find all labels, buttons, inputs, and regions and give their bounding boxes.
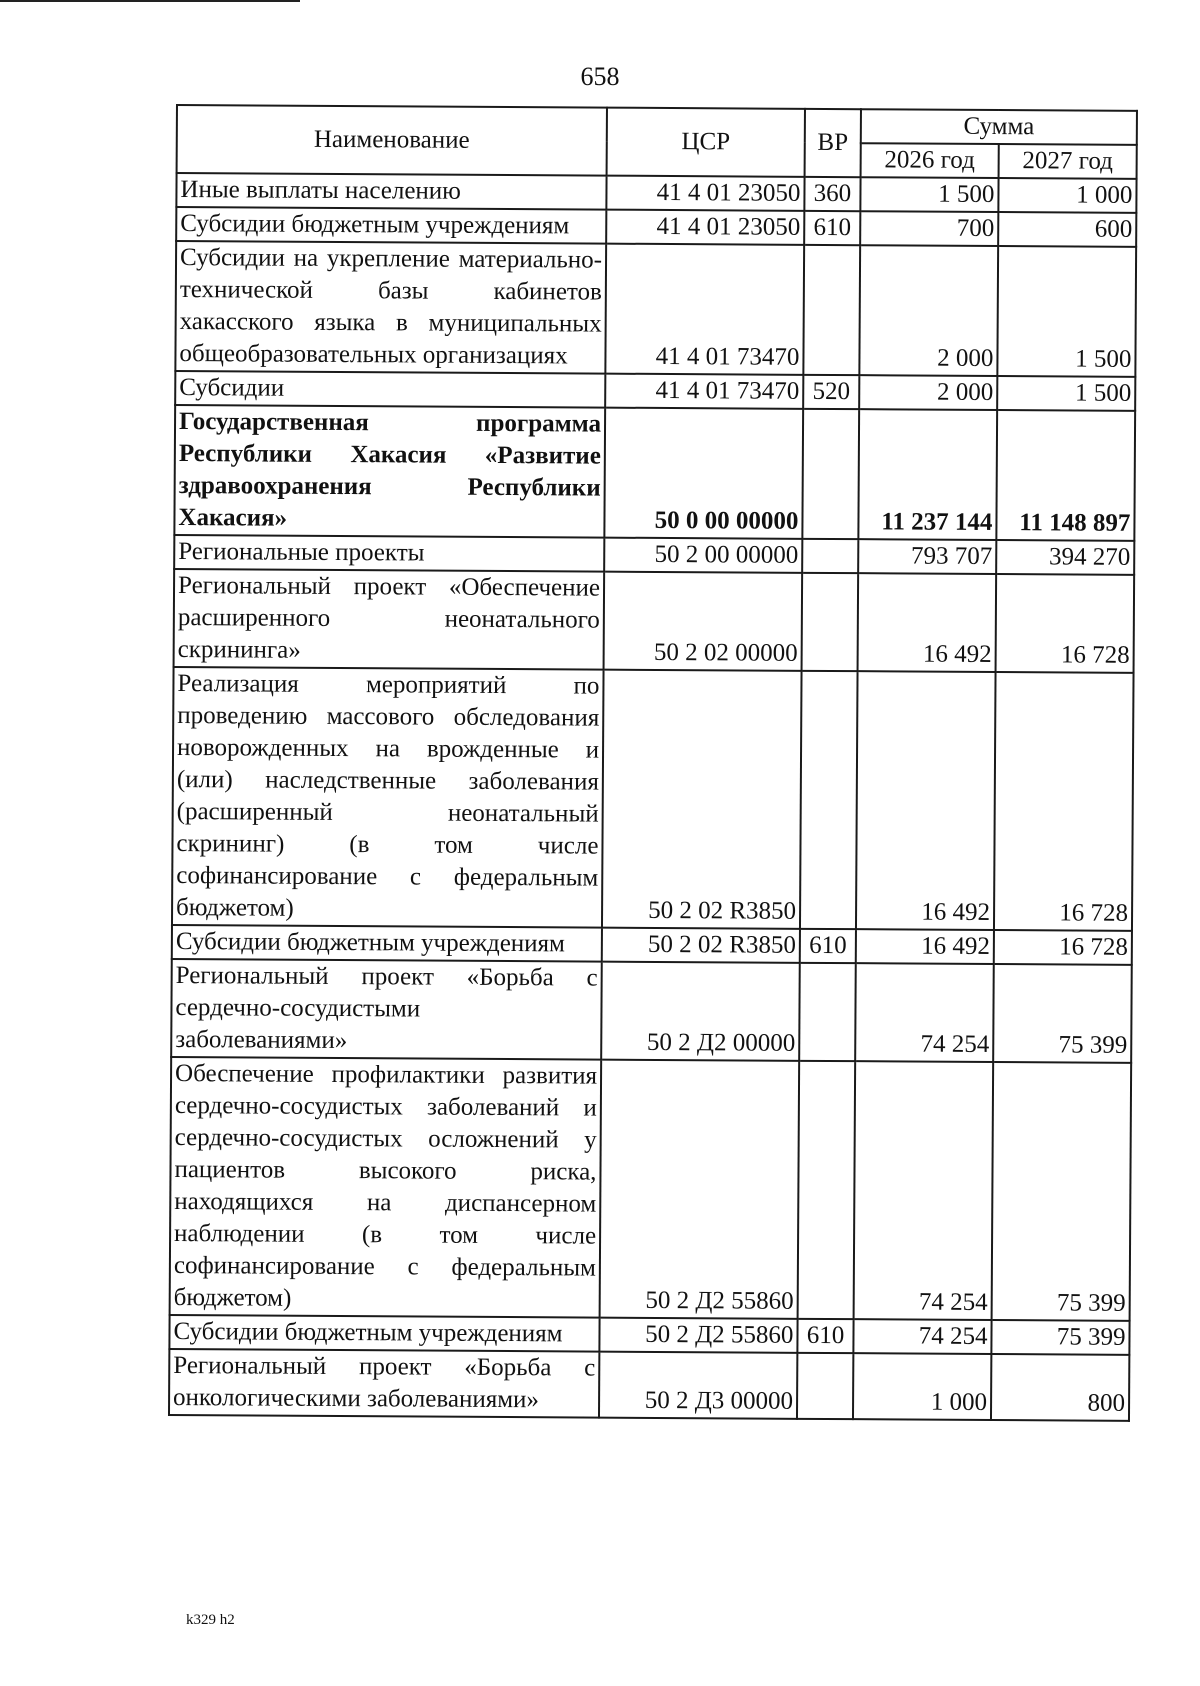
row-csr-cell: 41 4 01 73470 (605, 374, 803, 409)
row-sum-2027-cell: 1 000 (998, 178, 1136, 213)
row-sum-2026-cell: 2 000 (859, 375, 997, 410)
row-name-cell: Субсидии бюджетным учреждениям (172, 925, 602, 962)
row-csr-cell: 50 2 02 R3850 (602, 928, 800, 963)
table-row (172, 925, 1132, 965)
row-csr-cell: 50 2 02 R3850 (602, 670, 802, 929)
top-rule (0, 0, 300, 2)
row-name-cell: Реализация мероприятий по проведению массового обследования новорожденных на врожденные и (или) наследственные заболевания (расширенный неонатальный скрининг) (в том числе софинансирование с федеральным бюджетом) (172, 667, 604, 928)
row-csr-cell: 50 0 00 00000 (604, 408, 803, 539)
budget-table (168, 104, 1138, 1422)
row-vr-cell (802, 573, 859, 671)
row-csr-cell: 41 4 01 73470 (605, 244, 804, 375)
row-sum-2026-cell: 11 237 144 (858, 409, 997, 540)
row-sum-2026-cell: 16 492 (856, 671, 996, 930)
row-sum-2026-cell: 793 707 (858, 539, 996, 574)
row-name-cell: Субсидии бюджетным учреждениям (176, 207, 606, 244)
row-vr-cell: 610 (804, 211, 860, 245)
row-sum-2026-cell: 1 000 (853, 1353, 991, 1420)
row-sum-2027-cell: 11 148 897 (996, 410, 1135, 541)
row-csr-cell: 50 2 02 00000 (604, 572, 803, 671)
row-sum-2026-cell: 1 500 (860, 177, 998, 212)
row-sum-2027-cell: 75 399 (992, 1062, 1132, 1321)
row-sum-2026-cell: 74 254 (855, 963, 994, 1062)
row-name-cell: Субсидии на укрепление материально-технической базы кабинетов хакасского языка в муниципальных общеобразовательных организациях (175, 241, 606, 374)
table-row (176, 173, 1136, 213)
row-vr-cell (799, 963, 856, 1061)
row-vr-cell: 520 (803, 375, 859, 409)
row-name-cell: Региональные проекты (174, 535, 604, 572)
row-name-cell: Субсидии (175, 371, 605, 408)
row-sum-2026-cell: 74 254 (854, 1061, 994, 1320)
row-csr-cell: 50 2 00 00000 (604, 538, 802, 573)
header-csr: ЦСР (607, 108, 805, 177)
table-row (171, 959, 1132, 1063)
table-row (174, 535, 1134, 575)
row-csr-cell: 50 2 Д2 55860 (600, 1060, 800, 1319)
header-sum: Сумма (861, 109, 1137, 145)
row-name-cell: Субсидии бюджетным учреждениям (169, 1315, 599, 1352)
row-vr-cell: 360 (804, 177, 860, 211)
row-sum-2027-cell: 75 399 (993, 964, 1132, 1063)
row-sum-2027-cell: 16 728 (996, 574, 1135, 673)
table-row (170, 1057, 1132, 1321)
header-vr: ВР (805, 109, 861, 177)
row-sum-2026-cell: 2 000 (859, 245, 998, 376)
row-csr-cell: 41 4 01 23050 (606, 176, 804, 211)
row-sum-2027-cell: 16 728 (994, 930, 1132, 965)
row-vr-cell (800, 671, 858, 929)
row-vr-cell (798, 1061, 856, 1319)
header-name: Наименование (177, 105, 607, 176)
table-header (177, 105, 1137, 179)
table-row (169, 1349, 1129, 1421)
row-name-cell: Обеспечение профилактики развития сердечно-сосудистых заболеваний и сердечно-сосудистых осложнений у пациентов высокого риска, находящихся на диспансерном наблюдении (в том числе софинансирование с федеральным бюджетом) (170, 1057, 602, 1318)
row-sum-2027-cell: 75 399 (991, 1320, 1129, 1355)
row-csr-cell: 41 4 01 23050 (606, 210, 804, 245)
row-vr-cell (802, 409, 859, 539)
row-csr-cell: 50 2 Д3 00000 (599, 1352, 797, 1419)
row-vr-cell: 610 (800, 929, 856, 963)
row-vr-cell (797, 1353, 853, 1419)
header-year-2027: 2027 год (999, 144, 1137, 179)
footer-code: k329 h2 (186, 1612, 235, 1628)
row-name-cell: Региональный проект «Борьба с сердечно-сосудистыми заболеваниями» (171, 959, 602, 1060)
table-row (174, 405, 1135, 541)
row-csr-cell: 50 2 Д2 55860 (599, 1318, 797, 1353)
row-name-cell: Иные выплаты населению (176, 173, 606, 210)
row-sum-2026-cell: 16 492 (858, 573, 997, 672)
row-sum-2026-cell: 74 254 (853, 1319, 991, 1354)
table-row (174, 569, 1135, 673)
row-sum-2027-cell: 1 500 (997, 246, 1136, 377)
row-vr-cell: 610 (797, 1319, 853, 1353)
row-name-cell: Государственная программа Республики Хакасия «Развитие здравоохранения Республики Хакасия» (174, 405, 605, 538)
row-vr-cell (802, 539, 858, 573)
row-sum-2027-cell: 16 728 (994, 672, 1134, 931)
row-name-cell: Региональный проект «Обеспечение расширенного неонатального скрининга» (174, 569, 605, 670)
table-row (172, 667, 1134, 931)
row-sum-2026-cell: 16 492 (856, 929, 994, 964)
header-year-2026: 2026 год (861, 143, 999, 178)
table-body (169, 173, 1137, 1421)
table-row (175, 241, 1136, 377)
row-sum-2027-cell: 800 (991, 1354, 1129, 1421)
table-row (175, 371, 1135, 411)
table-row (169, 1315, 1129, 1355)
row-csr-cell: 50 2 Д2 00000 (601, 962, 800, 1061)
row-sum-2027-cell: 1 500 (997, 376, 1135, 411)
row-vr-cell (803, 245, 860, 375)
row-name-cell: Региональный проект «Борьба с онкологическими заболеваниями» (169, 1349, 599, 1418)
table-row (176, 207, 1136, 247)
row-sum-2027-cell: 600 (998, 212, 1136, 247)
row-sum-2026-cell: 700 (860, 211, 998, 246)
page-number: 658 (580, 62, 620, 91)
row-sum-2027-cell: 394 270 (996, 540, 1134, 575)
